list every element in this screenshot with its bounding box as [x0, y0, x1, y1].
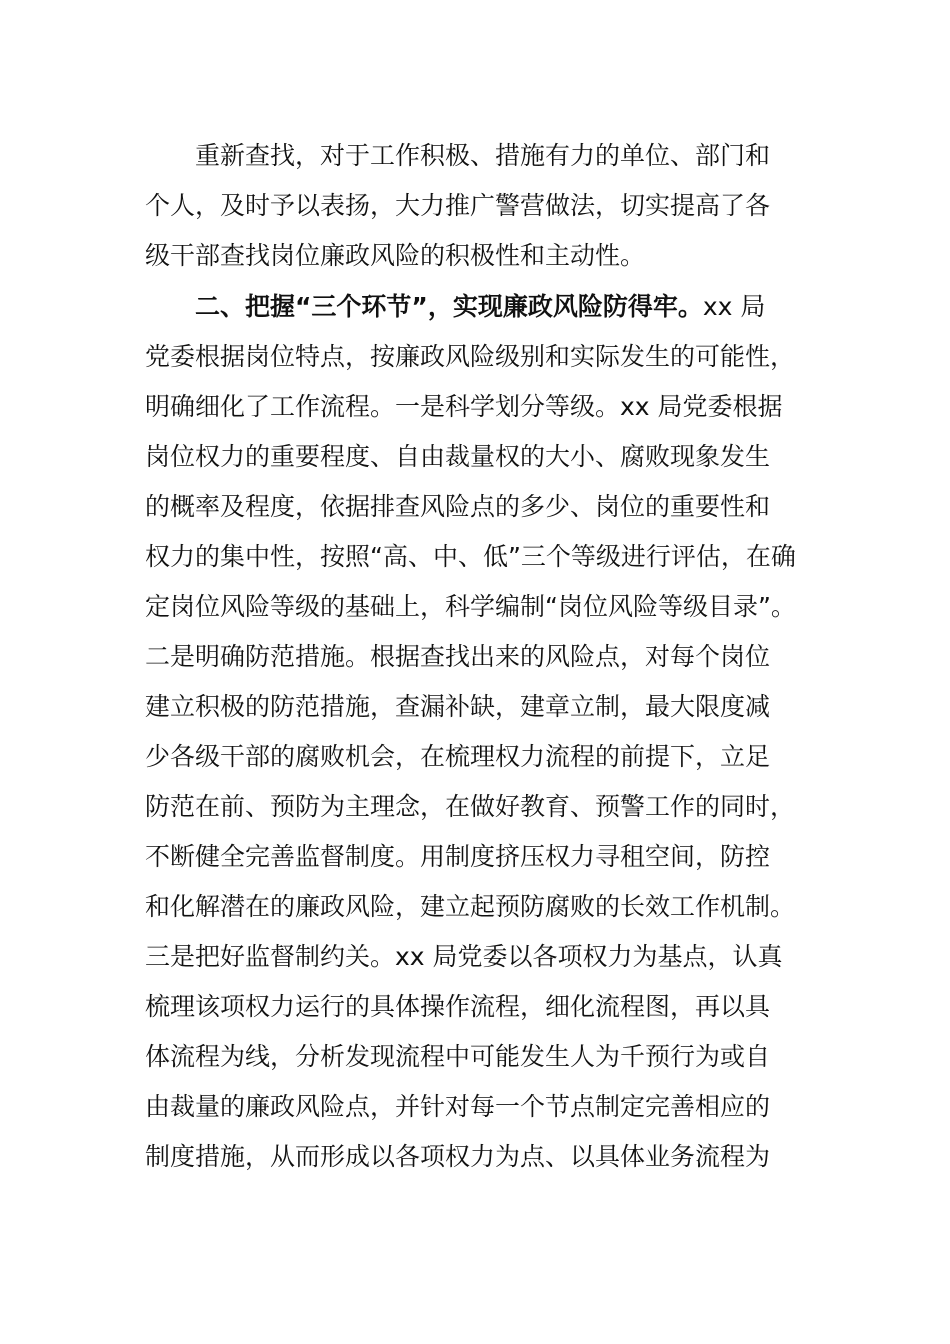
- paragraph-2: [145, 282, 817, 1182]
- text-line: 岗位权力的重要程度、自由裁量权的大小、腐败现象发生: [145, 442, 771, 471]
- text-line: 防范在前、预防为主理念，在做好教育、预警工作的同时，: [145, 792, 796, 821]
- text-line: 制度措施，从而形成以各项权力为点、以具体业务流程为: [145, 1142, 771, 1171]
- text-line: 二是明确防范措施。根据查找出来的风险点，对每个岗位: [145, 642, 771, 671]
- text-line: 少各级干部的腐败机会，在梳理权力流程的前提下，立足: [145, 742, 771, 771]
- text-line: 明确细化了工作流程。一是科学划分等级。xx 局党委根据: [145, 392, 783, 421]
- text-line: 重新查找，对于工作积极、措施有力的单位、部门和: [195, 141, 771, 170]
- text-line: 个人，及时予以表扬，大力推广警营做法，切实提高了各: [145, 191, 771, 220]
- text-line: 权力的集中性，按照“高、中、低”三个等级进行评估，在确: [145, 542, 796, 571]
- text-line: 体流程为线，分析发现流程中可能发生人为千预行为或自: [145, 1042, 771, 1071]
- heading-line-rest: xx 局: [702, 292, 766, 321]
- text-line: 的概率及程度，依据排查风险点的多少、岗位的重要性和: [145, 492, 771, 521]
- text-line: 不断健全完善监督制度。用制度挤压权力寻租空间，防控: [145, 842, 771, 871]
- section-heading: 二、把握“三个环节”，实现廉政风险防得牢。: [195, 292, 703, 321]
- text-line: 级干部查找岗位廉政风险的积极性和主动性。: [145, 241, 646, 270]
- text-line: 梳理该项权力运行的具体操作流程，细化流程图，再以具: [145, 992, 771, 1021]
- paragraph-1: [145, 131, 817, 281]
- text-line: 由裁量的廉政风险点，并针对每一个节点制定完善相应的: [145, 1092, 771, 1121]
- heading-line: [145, 282, 817, 332]
- text-line: 和化解潜在的廉政风险，建立起预防腐败的长效工作机制。: [145, 892, 796, 921]
- text-line: 定岗位风险等级的基础上，科学编制“岗位风险等级目录”。: [145, 592, 796, 621]
- text-line: 党委根据岗位特点，按廉政风险级别和实际发生的可能性，: [145, 342, 796, 371]
- text-line: 三是把好监督制约关。xx 局党委以各项权力为基点，认真: [145, 942, 783, 971]
- text-line: 建立积极的防范措施，查漏补缺，建章立制，最大限度减: [145, 692, 771, 721]
